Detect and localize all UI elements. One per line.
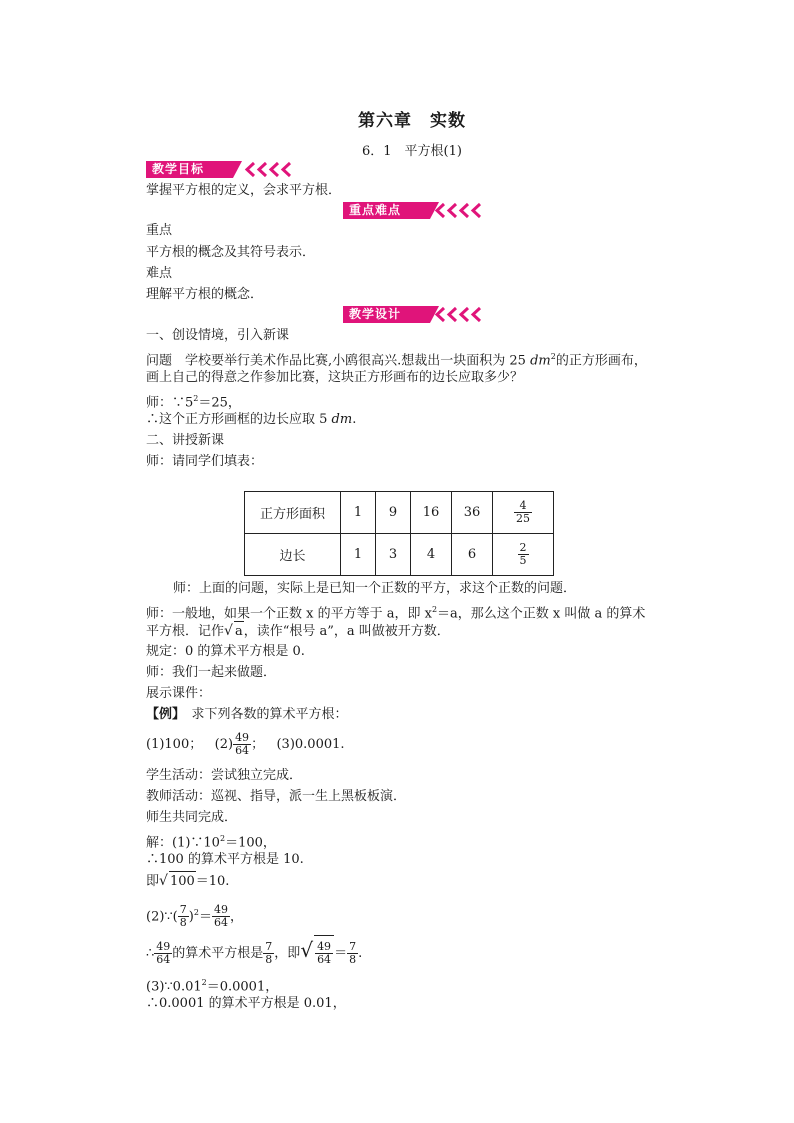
denominator: 8	[349, 953, 357, 966]
solution2-line2	[146, 932, 362, 968]
sol2-text-d: ，	[229, 909, 243, 925]
fraction	[178, 904, 189, 929]
problem-line2: 画上自己的得意之作参加比赛，这块正方形画布的边长应取多少？	[146, 370, 524, 385]
sol1-text-a: 解：(1)∵10	[146, 835, 220, 851]
example-line	[146, 705, 348, 725]
sol1-exp: 2	[219, 834, 226, 843]
section1-title: 一、创设情境，引入新课	[146, 328, 290, 343]
fraction	[315, 941, 333, 966]
sol1-text-b: ＝100，	[225, 835, 276, 851]
table-cell-fraction	[493, 534, 554, 576]
sol2-2-text-d: ＝	[334, 946, 348, 961]
numerator: 49	[235, 731, 250, 744]
radicand: a	[234, 621, 244, 642]
problem-exp: 2	[550, 352, 556, 361]
show-text: 展示课件：	[146, 686, 212, 701]
solution2-line1	[146, 896, 243, 930]
difficulty-text: 理解平方根的概念．	[146, 287, 264, 302]
def-exp: 2	[431, 605, 438, 614]
sol3-text-a: (3)∵0.01	[146, 979, 202, 995]
banner-label: 教学目标	[152, 162, 205, 176]
ex-item1: (1)100；	[146, 737, 203, 752]
chapter-title: 第六章 实数	[358, 111, 466, 131]
def-text-a: 师：一般地，如果一个正数 x 的平方等于 a，即 x	[146, 606, 432, 622]
sol2-text-a: (2)∵(	[146, 909, 178, 925]
chevrons-icon	[433, 306, 485, 323]
table-row	[245, 492, 554, 534]
example-label: 【例】	[146, 707, 179, 722]
problem-text-b: 的正方形画布，	[555, 353, 647, 369]
sol1-3-text-b: ＝10.	[195, 874, 230, 889]
fraction	[233, 732, 251, 757]
design-banner	[343, 306, 483, 323]
example-items	[146, 728, 345, 762]
problem-text-a: 问题 学校要举行美术作品比赛,小鸥很高兴.想裁出一块面积为 25	[146, 353, 531, 369]
teacher-exp: 2	[193, 394, 199, 403]
table-cell: 9	[376, 492, 411, 534]
sol2-2-text-a: ∴	[146, 946, 155, 961]
chevrons-icon	[433, 202, 485, 219]
table-cell: 1	[341, 534, 376, 576]
fraction	[154, 941, 172, 966]
numerator: 49	[317, 940, 332, 953]
fraction	[263, 941, 274, 966]
key-label: 重点	[146, 223, 173, 238]
together-text: 师：我们一起来做题．	[146, 665, 277, 680]
teacher2-text-b: .	[352, 412, 357, 427]
table-cell: 4	[411, 534, 452, 576]
fraction	[518, 542, 529, 567]
radicand: 100	[169, 871, 196, 892]
sol2-2-text-b: 的算术平方根是	[172, 946, 264, 961]
section-title: 6．1 平方根(1)	[362, 144, 462, 159]
banner-label: 教学设计	[349, 307, 402, 321]
sqrt-symbol-icon: √	[300, 938, 314, 962]
objectives-banner	[146, 161, 296, 178]
sol2-2-text-c: ，即	[274, 946, 301, 961]
square-table	[244, 491, 554, 576]
student-activity: 学生活动：尝试独立完成．	[146, 768, 303, 783]
teacher-text-b: ＝25，	[198, 395, 241, 411]
table-cell: 36	[452, 492, 493, 534]
teacher-text-a: 师：∵5	[146, 395, 194, 411]
together-done: 师生共同完成．	[146, 810, 238, 825]
table-cell: 16	[411, 492, 452, 534]
sol2-2-text-e: .	[358, 946, 363, 961]
table-cell: 3	[376, 534, 411, 576]
sol3-exp: 2	[201, 978, 207, 987]
solution3-line2: ∴0.0001 的算术平方根是 0.01，	[146, 996, 346, 1011]
ex-item2-pre: (2)	[214, 737, 234, 752]
section2-title: 二、讲授新课	[146, 433, 225, 448]
ex-item2-post: ；	[251, 737, 265, 752]
ex-item3: (3)0.0001.	[276, 737, 345, 752]
table-header-side: 边长	[245, 534, 341, 576]
sqrt-symbol-icon: √	[224, 623, 233, 639]
denominator: 64	[317, 953, 332, 966]
teacher2-unit: dm	[331, 412, 353, 427]
numerator: 49	[156, 940, 171, 953]
denominator: 8	[179, 916, 187, 930]
def-text-b: ＝a，那么这个正数 x 叫做 a 的算术	[437, 606, 646, 622]
numerator: 2	[519, 541, 527, 554]
difficulty-label: 难点	[146, 266, 173, 281]
sqrt-symbol-icon: √	[159, 873, 168, 889]
table-cell-fraction	[493, 492, 554, 534]
fraction	[347, 941, 358, 966]
denominator: 64	[156, 953, 171, 966]
teacher-line2	[146, 410, 356, 430]
definition-line2	[146, 621, 450, 642]
table-cell: 1	[341, 492, 376, 534]
example-text: 求下列各数的算术平方根：	[178, 707, 348, 722]
denominator: 25	[516, 512, 530, 525]
denominator: 64	[213, 916, 228, 930]
table-row	[245, 534, 554, 576]
numerator: 49	[213, 903, 228, 917]
def2-text-a: 平方根．记作	[146, 624, 225, 639]
numerator: 7	[179, 903, 187, 917]
sol3-text-b: ＝0.0001，	[206, 979, 279, 995]
banner-label: 重点难点	[349, 203, 402, 217]
table-cell: 6	[452, 534, 493, 576]
solution1-line2: ∴100 的算术平方根是 10.	[146, 852, 304, 867]
table-header-area: 正方形面积	[245, 492, 341, 534]
fraction	[514, 500, 532, 525]
fill-table-prompt: 师：请同学们填表：	[146, 454, 264, 469]
sol1-3-text-a: 即	[146, 874, 160, 889]
denominator: 5	[519, 554, 527, 567]
def2-text-b: ，读作“根号 a”，a 叫做被开方数．	[243, 624, 450, 639]
sol2-exp: 2	[193, 908, 199, 917]
denominator: 64	[235, 744, 250, 757]
radicand	[314, 935, 334, 972]
teacher2-text-a: ∴这个正方形画框的边长应取 5	[146, 412, 332, 427]
numerator: 7	[349, 940, 357, 953]
problem-unit: dm	[530, 353, 551, 369]
denominator: 8	[265, 953, 273, 966]
fraction	[212, 904, 230, 929]
teacher-activity: 教师活动：巡视、指导，派一生上黑板板演．	[146, 789, 407, 804]
sol2-text-c: ＝	[198, 909, 212, 925]
key-text: 平方根的概念及其符号表示．	[146, 245, 316, 260]
solution1-line3	[146, 871, 229, 892]
chevrons-icon	[243, 161, 295, 178]
rule-text: 规定：0 的算术平方根是 0.	[146, 644, 305, 659]
objective-text: 掌握平方根的定义，会求平方根．	[146, 183, 342, 198]
key-points-banner	[343, 202, 483, 219]
sol2-text-b: )	[188, 909, 194, 925]
after-table-text: 师：上面的问题，实际上是已知一个正数的平方，求这个正数的问题．	[173, 581, 577, 596]
numerator: 7	[265, 940, 273, 953]
numerator: 4	[514, 500, 532, 513]
